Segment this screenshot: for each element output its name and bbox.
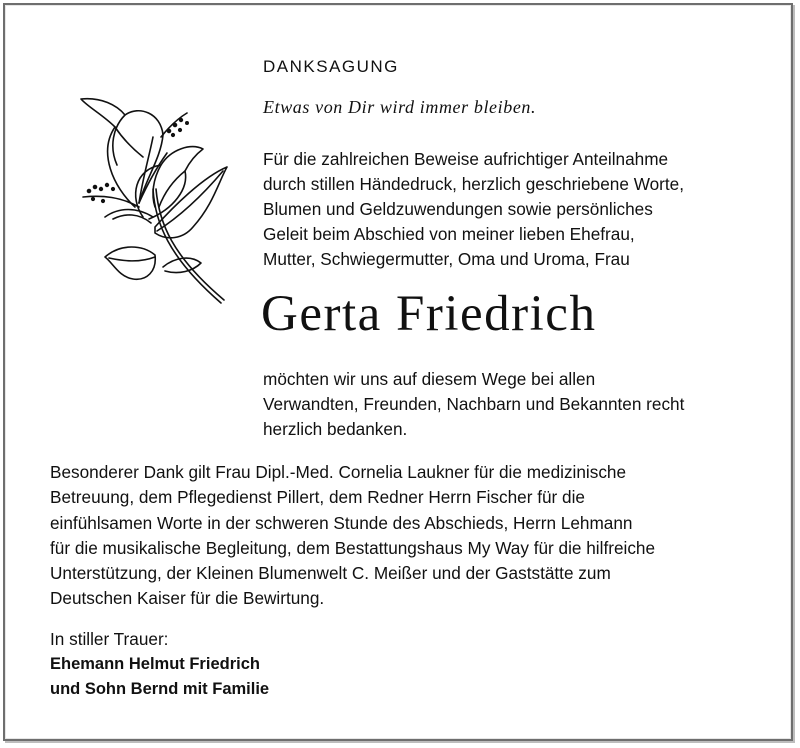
signer-line: und Sohn Bernd mit Familie [50, 680, 270, 698]
thanks-paragraph [263, 367, 800, 442]
intro-line: Für die zahlreichen Beweise aufrichtiger Anteilnahme [263, 149, 669, 169]
special-thanks-line: für die musikalische Begleitung, dem Bestattungshaus My Way für die hilfreiche [50, 537, 656, 558]
deceased-name: Gerta Friedrich [261, 286, 597, 342]
special-thanks-line: Betreuung, dem Pflegedienst Pillert, dem Redner Herrn Fischer für die [50, 487, 585, 508]
intro-line: Blumen und Geldzuwendungen sowie persönliches [263, 199, 653, 219]
signer-line: Ehemann Helmut Friedrich [50, 655, 260, 673]
special-thanks-line: Deutschen Kaiser für die Bewirtung. [50, 588, 325, 609]
calla-lily-icon [43, 57, 235, 309]
special-thanks-line: einfühlsamen Worte in der schweren Stunde des Abschieds, Herrn Lehmann [50, 512, 633, 533]
thanks-line: möchten wir uns auf diesem Wege bei allen [263, 369, 596, 389]
thanks-line: herzlich bedanken. [263, 419, 408, 439]
mourning-block [50, 627, 269, 702]
intro-paragraph [263, 147, 800, 272]
mourning-label: In stiller Trauer: [50, 629, 169, 649]
notice-heading: DANKSAGUNG [263, 57, 399, 76]
notice-motto: Etwas von Dir wird immer bleiben. [263, 97, 537, 117]
intro-line: durch stillen Händedruck, herzlich geschriebene Worte, [263, 174, 684, 194]
thanks-line: Verwandten, Freunden, Nachbarn und Bekannten recht [263, 394, 685, 414]
intro-line: Mutter, Schwiegermutter, Oma und Uroma, Frau [263, 249, 630, 269]
special-thanks-line: Besonderer Dank gilt Frau Dipl.-Med. Cornelia Laukner für die medizinische [50, 462, 627, 482]
special-thanks-paragraph [50, 460, 790, 612]
special-thanks-line: Unterstützung, der Kleinen Blumenwelt C. Meißer und der Gaststätte zum [50, 563, 611, 584]
intro-line: Geleit beim Abschied von meiner lieben Ehefrau, [263, 224, 635, 244]
notice-frame [3, 3, 793, 741]
